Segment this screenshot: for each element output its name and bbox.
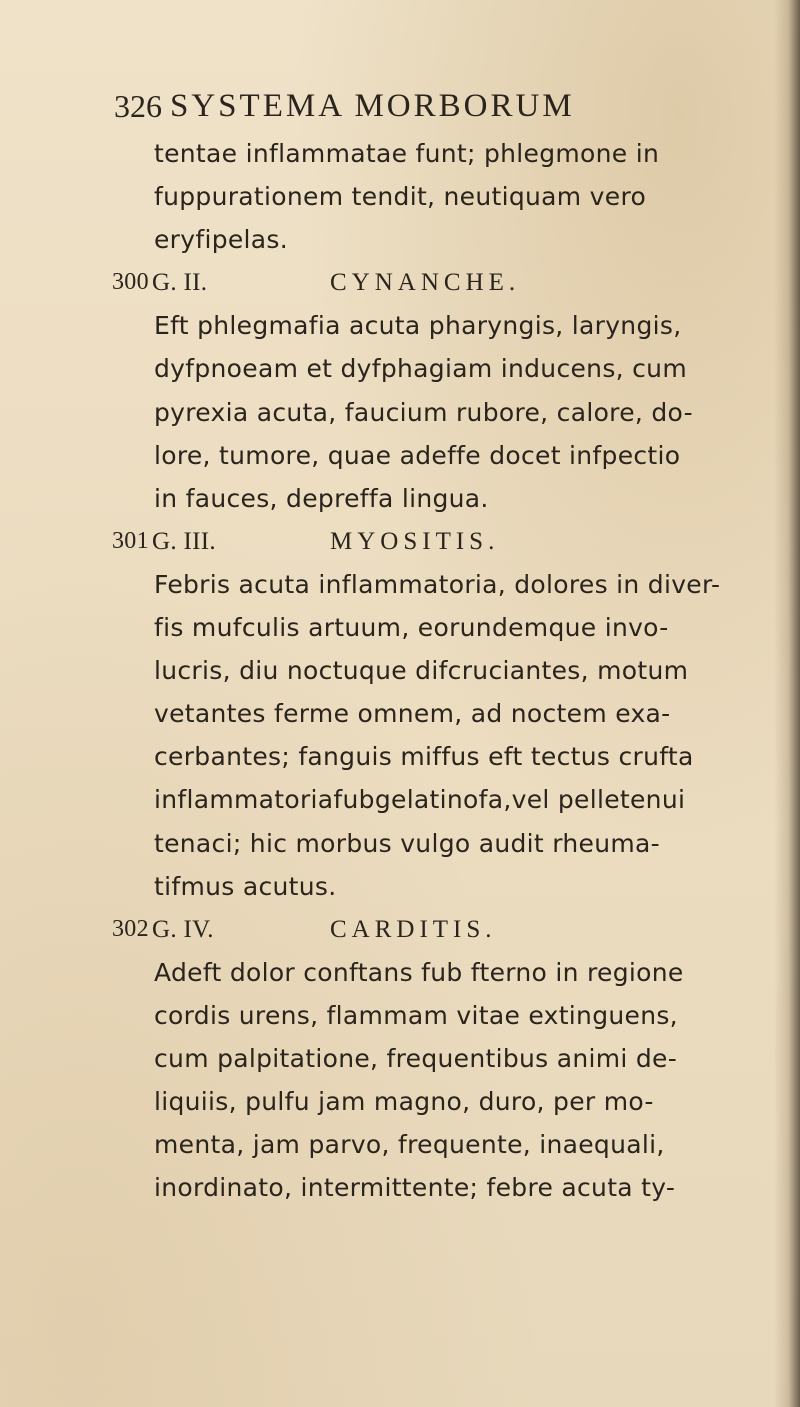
- text-line-content: lucris, diu noctuque difcruciantes, motum: [154, 656, 689, 686]
- text-line-content: eryfipelas.: [154, 225, 288, 255]
- genus-heading-line: [0, 908, 800, 951]
- text-line: [0, 692, 800, 735]
- text-line-content: Eft phlegmafia acuta pharyngis, laryngis,: [154, 311, 682, 341]
- text-line-content: cordis urens, flammam vitae extinguens,: [154, 1000, 678, 1030]
- text-line-content: inordinato, intermittente; febre acuta ty-: [154, 1173, 676, 1203]
- text-line: [0, 822, 800, 865]
- text-line: [0, 1080, 800, 1123]
- text-line-content: dyfpnoeam et dyfphagiam inducens, cum: [154, 354, 687, 384]
- text-line-content: tenaci; hic morbus vulgo audit rheuma-: [154, 828, 660, 858]
- text-line-content: fis mufculis artuum, eorundemque invo-: [154, 613, 669, 643]
- text-line: [0, 994, 800, 1037]
- text-line: [0, 304, 800, 347]
- text-line-content: tifmus acutus.: [154, 871, 337, 901]
- text-line: [0, 477, 800, 520]
- text-line-content: liquiis, pulfu jam magno, duro, per mo-: [154, 1087, 654, 1117]
- text-line: [0, 735, 800, 778]
- genus-label: G. III.: [152, 527, 216, 555]
- genus-heading-line: [0, 520, 800, 563]
- genus-label: G. IV.: [152, 915, 214, 943]
- section-number: 301: [112, 527, 149, 554]
- text-line: [0, 347, 800, 390]
- text-line: [0, 434, 800, 477]
- genus-heading-line: [0, 261, 800, 304]
- text-line-content: vetantes ferme omnem, ad noctem exa-: [154, 699, 671, 729]
- text-line: [0, 218, 800, 261]
- text-line: [0, 132, 800, 175]
- disease-heading: MYOSITIS.: [330, 527, 500, 555]
- text-line-content: cerbantes; fanguis miffus eft tectus crufta: [154, 742, 694, 772]
- disease-heading: CYNANCHE.: [330, 269, 521, 297]
- text-line: [0, 778, 800, 821]
- text-line: [0, 951, 800, 994]
- text-line: [0, 563, 800, 606]
- text-line-content: tentae inflammatae funt; phlegmone in: [154, 139, 660, 168]
- text-line-content: Adeft dolor conftans fub fterno in regione: [154, 957, 684, 987]
- text-line-content: menta, jam parvo, frequente, inaequali,: [154, 1130, 665, 1160]
- running-title: SYSTEMA MORBORUM: [170, 88, 575, 124]
- text-line-content: in fauces, depreffa lingua.: [154, 483, 489, 513]
- section-number: 300: [112, 269, 149, 296]
- text-line-content: pyrexia acuta, faucium rubore, calore, do-: [154, 397, 693, 427]
- genus-label: G. II.: [152, 269, 208, 297]
- text-line: [0, 1166, 800, 1209]
- text-line: [0, 865, 800, 908]
- text-line: [0, 1037, 800, 1080]
- section-number: 302: [112, 915, 149, 942]
- text-line: [0, 606, 800, 649]
- text-line-content: cum palpitatione, frequentibus animi de-: [154, 1043, 678, 1073]
- body-text: [0, 132, 800, 1209]
- text-line: [0, 391, 800, 434]
- disease-heading: CARDITIS.: [330, 915, 497, 943]
- text-line-content: Febris acuta inflammatoria, dolores in diver-: [154, 569, 721, 599]
- text-line-content: lore, tumore, quae adeffe docet infpectio: [154, 440, 681, 470]
- text-line: [0, 649, 800, 692]
- page-header: [0, 84, 800, 134]
- text-line: [0, 1123, 800, 1166]
- text-line: [0, 175, 800, 218]
- text-line-content: inflammatoriafubgelatinofa,vel pelletenui: [154, 785, 686, 815]
- text-line-content: fuppurationem tendit, neutiquam vero: [154, 182, 647, 212]
- page-number: 326: [114, 88, 162, 124]
